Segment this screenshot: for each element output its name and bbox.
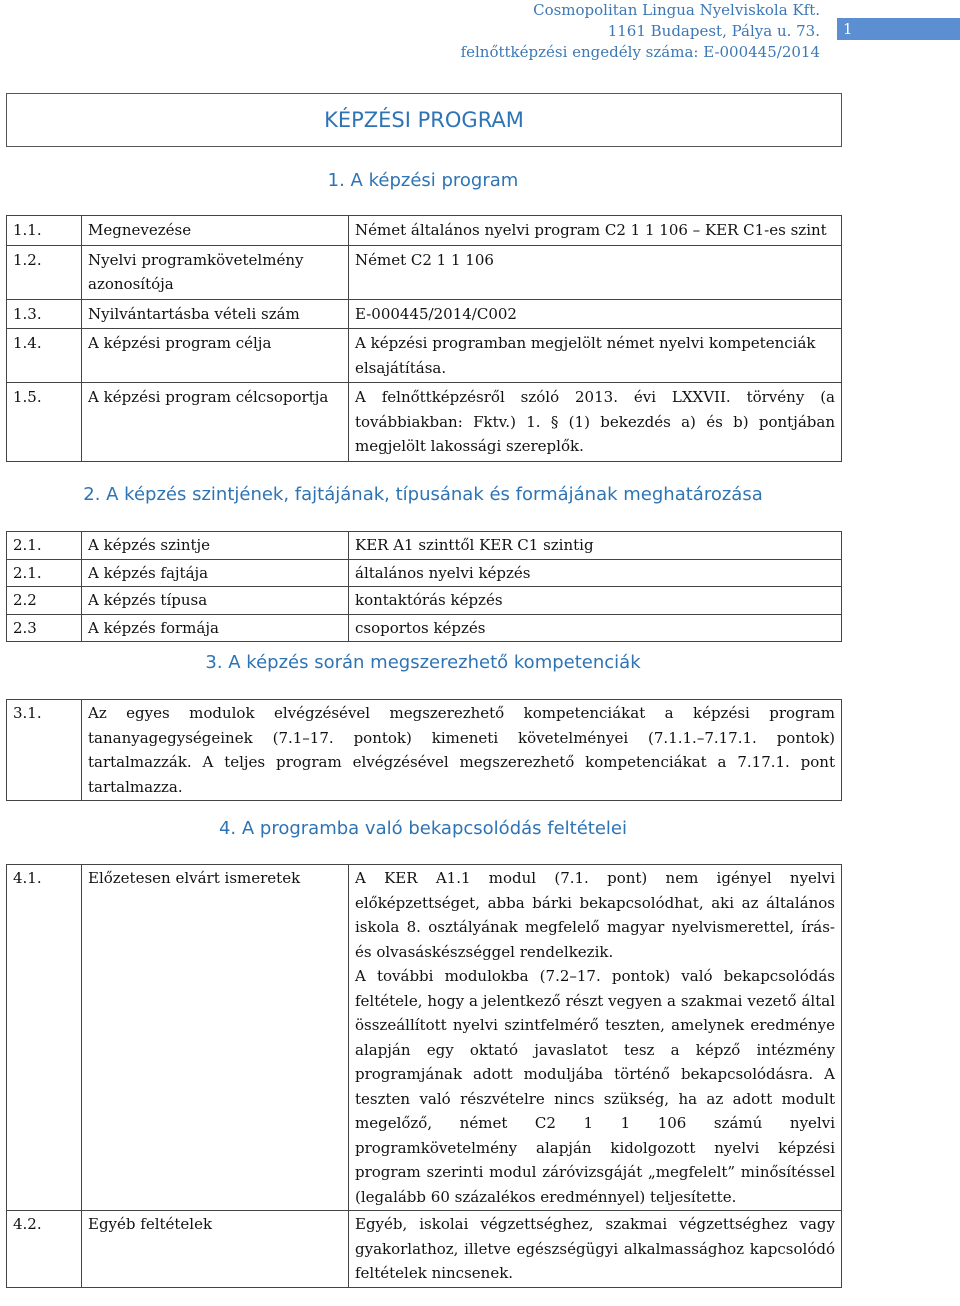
row-label: A képzés formája	[82, 614, 349, 642]
header-license: felnőttképzési engedély száma: E-000445/2014	[460, 43, 820, 61]
table-row	[7, 329, 842, 383]
row-label: Megnevezése	[82, 216, 349, 246]
row-number: 2.2	[7, 587, 82, 615]
row-number: 1.5.	[7, 383, 82, 462]
paragraph: A KER A1.1 modul (7.1. pont) nem igényel nyelvi előképzettséget, abba bárki bekapcsolódhat, aki az általános iskola 8. osztályának megfelelő magyar nyelvismerettel, írás- és olvasáskészséggel rendelkezik.	[355, 869, 835, 961]
header-company: Cosmopolitan Lingua Nyelviskola Kft.	[533, 1, 820, 19]
row-value: E-000445/2014/C002	[349, 299, 842, 329]
competencies-table	[6, 699, 842, 801]
row-value: A felnőttképzésről szóló 2013. évi LXXVII. törvény (a továbbiakban: Fktv.) 1. § (1) bekezdés a) és b) pontjában megjelölt lakossági szereplők.	[349, 383, 842, 462]
row-number: 4.1.	[7, 865, 82, 1211]
row-number: 2.1.	[7, 532, 82, 560]
table-row	[7, 532, 842, 560]
row-value	[349, 865, 842, 1211]
document-header	[461, 0, 820, 63]
training-type-table	[6, 531, 842, 642]
section-heading-1: 1. A képzési program	[327, 170, 519, 191]
row-number: 1.3.	[7, 299, 82, 329]
row-label: Nyilvántartásba vételi szám	[82, 299, 349, 329]
section-heading-4: 4. A programba való bekapcsolódás feltételei	[218, 818, 628, 839]
row-value: KER A1 szinttől KER C1 szintig	[349, 532, 842, 560]
section-heading-3: 3. A képzés során megszerezhető kompetenciák	[205, 652, 641, 673]
table-row	[7, 614, 842, 642]
row-label: A képzés típusa	[82, 587, 349, 615]
row-value: Német C2 1 1 106	[349, 245, 842, 299]
row-number: 1.4.	[7, 329, 82, 383]
table-row	[7, 245, 842, 299]
program-details-table	[6, 215, 842, 462]
table-row	[7, 383, 842, 462]
row-label: Egyéb feltételek	[82, 1211, 349, 1288]
row-number: 4.2.	[7, 1211, 82, 1288]
row-value: A képzési programban megjelölt német nyelvi kompetenciák elsajátítása.	[349, 329, 842, 383]
table-row	[7, 587, 842, 615]
table-row	[7, 216, 842, 246]
row-value: Egyéb, iskolai végzettséghez, szakmai végzettséghez vagy gyakorlathoz, illetve egészségügyi alkalmassághoz kapcsolódó feltételek nincsenek.	[349, 1211, 842, 1288]
row-value: kontaktórás képzés	[349, 587, 842, 615]
prerequisites-table	[6, 864, 842, 1288]
section-heading-2: 2. A képzés szintjének, fajtájának, típusának és formájának meghatározása	[83, 484, 763, 505]
row-value: Az egyes modulok elvégzésével megszerezhető kompetenciákat a képzési program tananyagegységeinek (7.1–17. pontok) kimeneti követelményei (7.1.1.–7.17.1. pontok) tartalmazzák. A teljes program elvégzésével megszerezhető kompetenciákat a 7.17.1. pont tartalmazza.	[82, 700, 842, 801]
page-title: KÉPZÉSI PROGRAM	[6, 93, 842, 147]
table-row	[7, 299, 842, 329]
table-row	[7, 1211, 842, 1288]
row-label: A képzési program célja	[82, 329, 349, 383]
row-value: általános nyelvi képzés	[349, 559, 842, 587]
row-value: Német általános nyelvi program C2 1 1 106 – KER C1-es szint	[349, 216, 842, 246]
row-label: Előzetesen elvárt ismeretek	[82, 865, 349, 1211]
row-label: A képzési program célcsoportja	[82, 383, 349, 462]
row-label: Nyelvi programkövetelmény azonosítója	[82, 245, 349, 299]
row-number: 2.3	[7, 614, 82, 642]
row-number: 1.2.	[7, 245, 82, 299]
row-number: 3.1.	[7, 700, 82, 801]
table-row	[7, 700, 842, 801]
header-address: 1161 Budapest, Pálya u. 73.	[607, 22, 820, 40]
table-row	[7, 865, 842, 1211]
page-number: 1	[837, 18, 960, 40]
row-label: A képzés fajtája	[82, 559, 349, 587]
row-value: csoportos képzés	[349, 614, 842, 642]
paragraph: A további modulokba (7.2–17. pontok) való bekapcsolódás feltétele, hogy a jelentkező részt vegyen a szakmai vezető által összeállított nyelvi szintfelmérő teszten, amelynek eredménye alapján egy oktató javaslatot tesz a képző intézmény programjának adott moduljába történő bekapcsolódásra. A teszten való részvételre nincs szükség, ha az adott modult megelőző, német C2 1 1 106 számú nyelvi programkövetelmény alapján kidolgozott nyelvi képzési program szerinti modul záróvizsgáját „megfelelt” minősítéssel (legalább 60 százalékos eredménnyel) teljesítette.	[355, 967, 835, 1206]
row-number: 2.1.	[7, 559, 82, 587]
row-label: A képzés szintje	[82, 532, 349, 560]
row-number: 1.1.	[7, 216, 82, 246]
table-row	[7, 559, 842, 587]
